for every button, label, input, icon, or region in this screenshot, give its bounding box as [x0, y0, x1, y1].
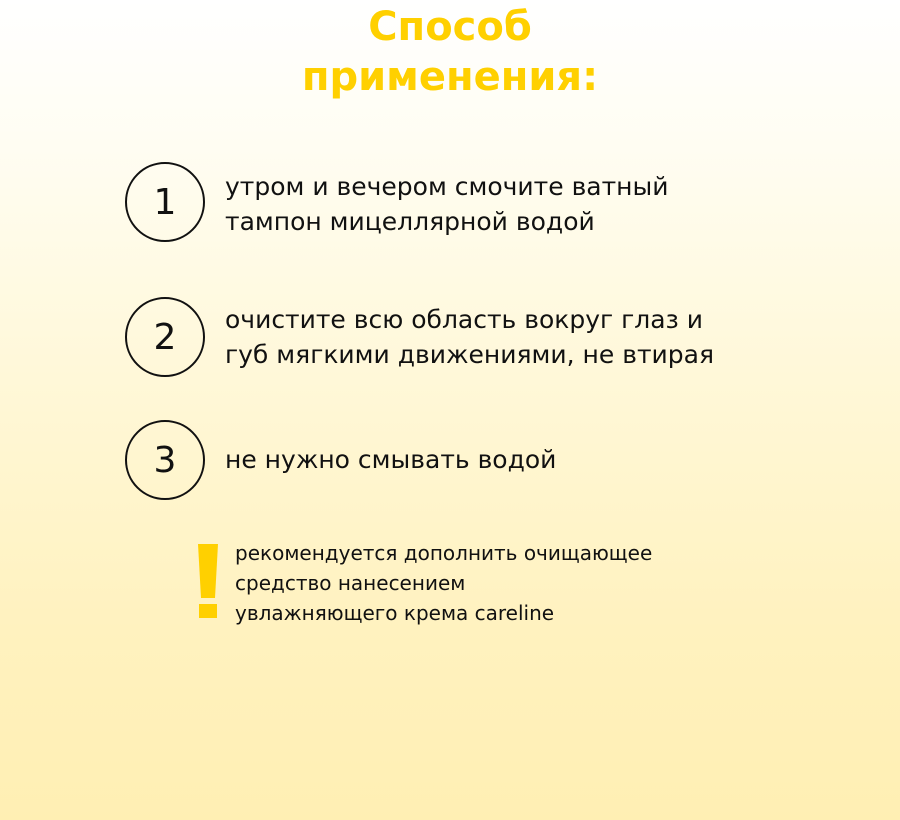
step-2	[125, 297, 825, 379]
recommendation-note	[195, 538, 795, 628]
step-3	[125, 420, 825, 502]
exclamation-icon	[197, 544, 219, 618]
step-1	[125, 162, 825, 244]
step-text	[225, 169, 669, 239]
step-number-badge: 3	[125, 420, 205, 500]
step-text-line: очистите всю область вокруг глаз и	[225, 305, 704, 334]
note-text-line: средство нанесением	[235, 571, 466, 595]
step-text-line: тампон мицеллярной водой	[225, 207, 595, 236]
title-line-1: Способ	[368, 4, 532, 50]
note-text-line: увлажняющего крема careline	[235, 601, 555, 625]
page-title	[0, 2, 900, 102]
title-line-2: применения:	[301, 54, 599, 100]
step-text	[225, 442, 556, 477]
step-text-line: утром и вечером смочите ватный	[225, 172, 669, 201]
step-number-badge: 1	[125, 162, 205, 242]
step-number-badge: 2	[125, 297, 205, 377]
note-text	[235, 538, 652, 628]
note-text-line: рекомендуется дополнить очищающее	[235, 541, 653, 565]
step-text-line: не нужно смывать водой	[225, 445, 557, 474]
step-text	[225, 302, 714, 372]
step-text-line: губ мягкими движениями, не втирая	[225, 340, 714, 369]
